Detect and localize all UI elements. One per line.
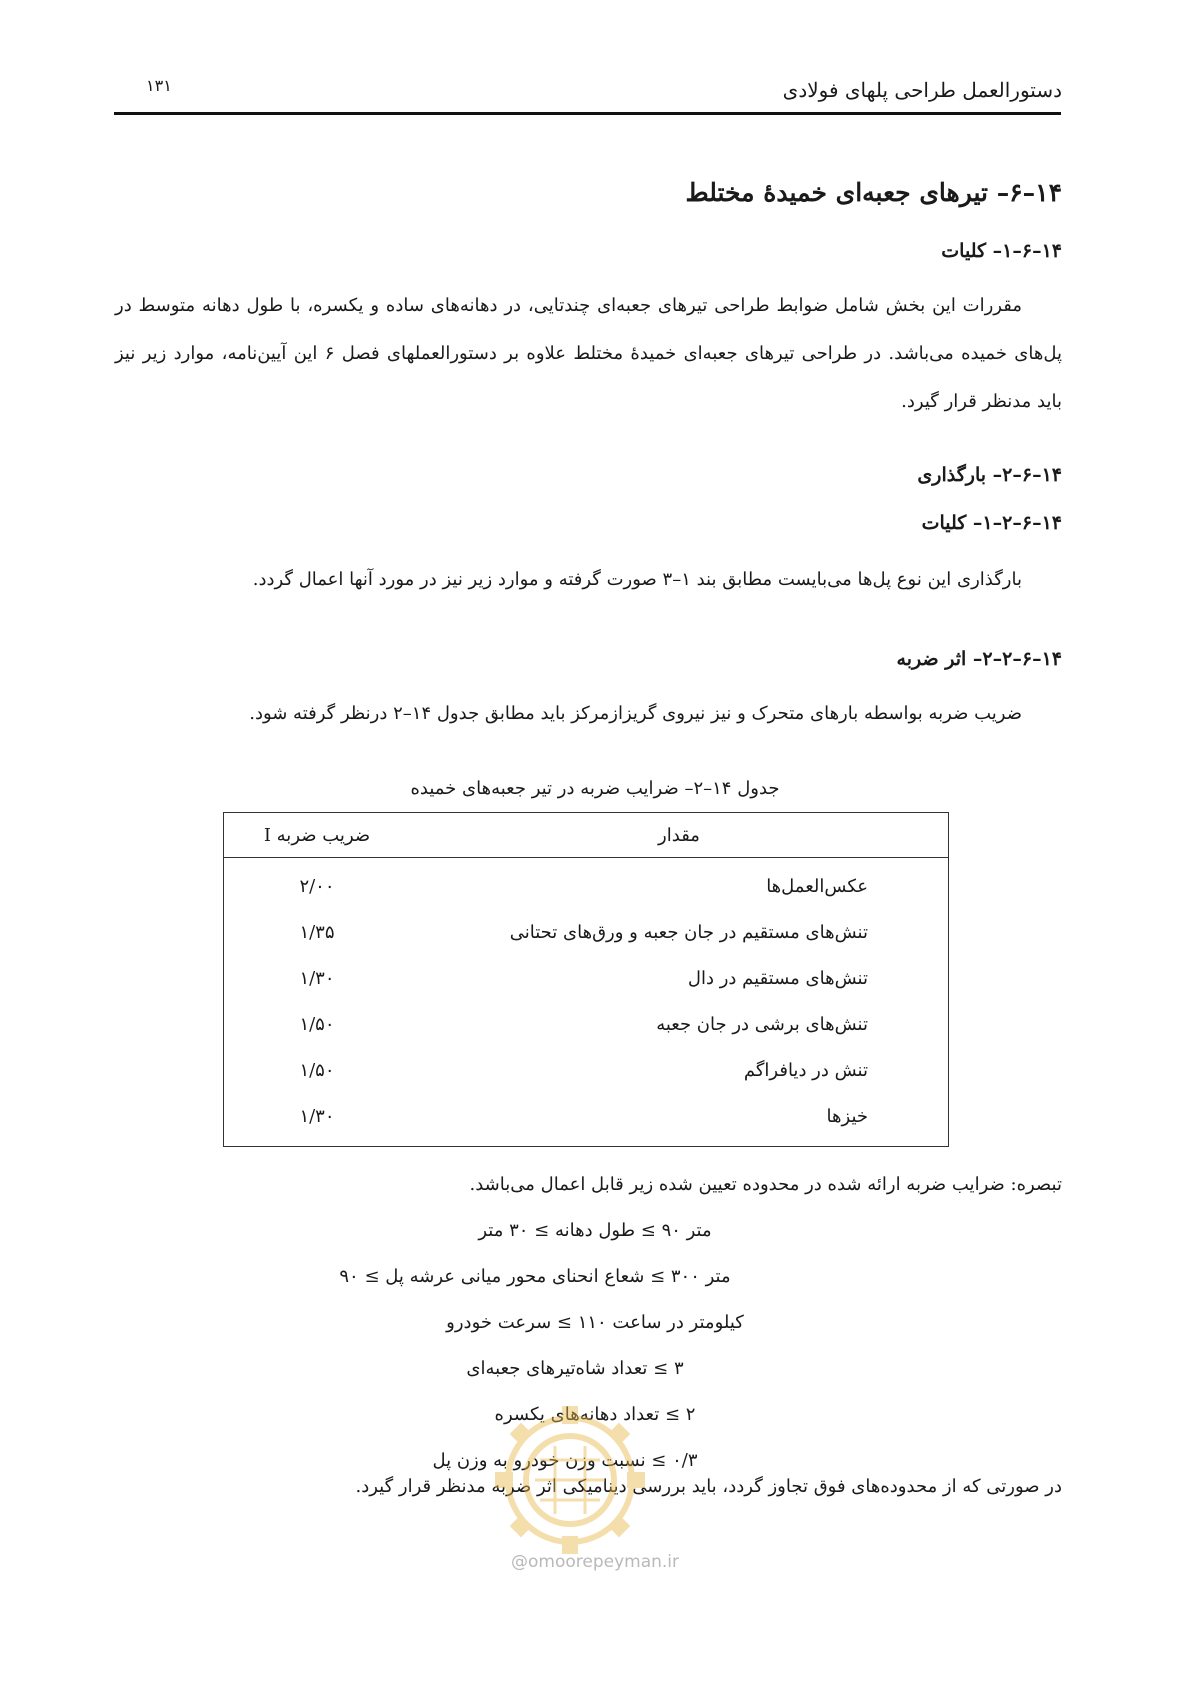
table-row [224, 858, 949, 910]
page-number: ۱۳۱ [146, 76, 172, 95]
table-cell-factor: ۱/۵۰ [224, 1001, 411, 1047]
table-cell-quantity: تنش‌های مستقیم در دال [687, 967, 868, 989]
subsection-heading-general: ۱۴–۶–۱– کلیات [941, 240, 1062, 262]
table-row [224, 1001, 949, 1047]
table-caption: جدول ۱۴–۲– ضرایب ضربه در تیر جعبه‌های خمیده [410, 778, 780, 799]
table-cell-factor: ۱/۳۰ [224, 1093, 411, 1147]
header-rule [114, 112, 1061, 115]
paragraph-loading: بارگذاری این نوع پل‌ها می‌بایست مطابق بند ۱–۳ صورت گرفته و موارد زیر نیز در مورد آنها اعمال گردد. [252, 569, 1022, 590]
table-cell-factor: ۱/۵۰ [224, 1047, 411, 1093]
paragraph-general: مقررات این بخش شامل ضوابط طراحی تیرهای جعبه‌ای چندتایی، در دهانه‌های ساده و یکسره، با طول دهانه متوسط در پل‌های خمیده می‌باشد. در طراحی تیرهای جعبه‌ای خمیدهٔ مختلط علاوه بر دستورالعملهای فصل ۶ این آیین‌نامه، موارد زیر نیز باید مدنظر قرار گیرد. [115, 295, 1063, 412]
table-cell-quantity: عکس‌العمل‌ها [766, 875, 868, 897]
condition-weight-ratio: ۰/۳ ≥ نسبت وزن خودرو به وزن پل [432, 1450, 698, 1471]
table-header-factor: ضریب ضربه I [224, 813, 411, 858]
table-row [224, 955, 949, 1001]
condition-vehicle-speed: کیلومتر در ساعت ۱۱۰ ≥ سرعت خودرو [446, 1312, 744, 1333]
table-cell-quantity: تنش‌های برشی در جان جعبه [656, 1013, 868, 1035]
impact-factor-table [223, 812, 949, 1147]
closing-paragraph: در صورتی که از محدوده‌های فوق تجاوز گردد، باید بررسی دینامیکی اثر ضربه مدنظر قرار گیرد. [355, 1476, 1062, 1497]
condition-span-length: متر ۹۰ ≥ طول دهانه ≥ ۳۰ متر [478, 1220, 712, 1241]
table-row [224, 909, 949, 955]
note-intro: تبصره: ضرایب ضربه ارائه شده در محدوده تعیین شده زیر قابل اعمال می‌باشد. [469, 1174, 1062, 1195]
table-row [224, 1047, 949, 1093]
table-header-row [224, 813, 949, 858]
running-header-title: دستورالعمل طراحی پلهای فولادی [782, 78, 1062, 102]
table-cell-quantity: تنش‌های مستقیم در جان جعبه و ورق‌های تحتانی [509, 921, 868, 943]
condition-continuous-spans: ۲ ≥ تعداد دهانه‌های یکسره [494, 1404, 696, 1425]
watermark-url: @omoorepeyman.ir [510, 1552, 680, 1572]
table-cell-factor: ۲/۰۰ [224, 858, 411, 910]
table-cell-quantity: تنش در دیافراگم [743, 1059, 868, 1081]
table-header-quantity: مقدار [410, 813, 949, 858]
subsection-heading-loading: ۱۴–۶–۲– بارگذاری [917, 464, 1062, 486]
condition-curvature-radius: متر ۳۰۰ ≥ شعاع انحنای محور میانی عرشه پل ≥ ۹۰ [339, 1266, 731, 1287]
gear-emblem-icon [455, 1380, 685, 1560]
condition-girder-count: ۳ ≥ تعداد شاه‌تیرهای جعبه‌ای [466, 1358, 684, 1379]
subsection-heading-loading-general: ۱۴–۶–۲–۱– کلیات [921, 512, 1062, 534]
subsection-heading-impact: ۱۴–۶–۲–۲– اثر ضربه [896, 648, 1062, 670]
table-row [224, 1093, 949, 1147]
paragraph-impact: ضریب ضربه بواسطه بارهای متحرک و نیز نیروی گریزازمرکز باید مطابق جدول ۱۴–۲ درنظر گرفته شود. [249, 703, 1022, 724]
table-cell-quantity: خیزها [826, 1105, 868, 1127]
table-cell-factor: ۱/۳۵ [224, 909, 411, 955]
section-heading: ۱۴–۶– تیرهای جعبه‌ای خمیدهٔ مختلط [685, 178, 1062, 207]
table-cell-factor: ۱/۳۰ [224, 955, 411, 1001]
